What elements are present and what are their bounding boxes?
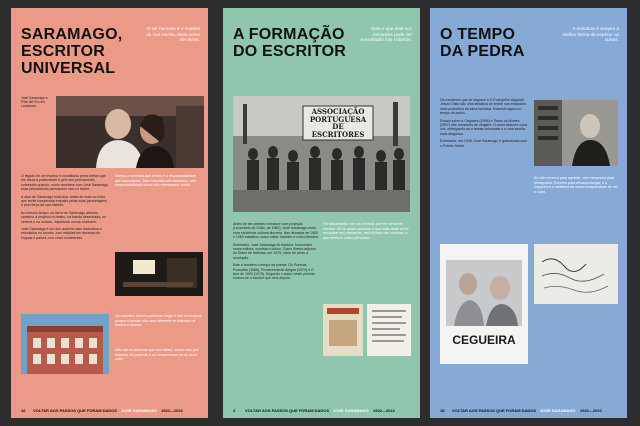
banner-text: DE xyxy=(332,122,344,131)
panel-quote: Não são as palavras que nos faltam, somos nós que faltamos às palavras e ao compromisso de as fazer valer. xyxy=(115,348,199,362)
study-room-photo xyxy=(115,252,203,296)
panel-footer xyxy=(223,404,420,418)
panel-tagline: O ser humano é a matéria da sua escrita, tanto como nos livros. xyxy=(146,26,200,43)
footer-name: JOSÉ SARAMAGO xyxy=(540,408,576,413)
title-line: DA PEDRA xyxy=(440,43,525,60)
film-poster xyxy=(440,244,528,364)
body-paragraph: A obra de Saramago está viva, antes de mais no leitor que sente inesperada empatia pelas suas personagens e pela força da sua história. xyxy=(21,194,108,208)
protest-photo xyxy=(233,96,410,212)
panel-footer xyxy=(11,404,208,418)
film-title: CEGUEIRA xyxy=(452,333,516,347)
title-line: UNIVERSAL xyxy=(21,60,116,77)
footer-name: JOSÉ SARAMAGO xyxy=(121,408,157,413)
body-paragraph: Entretanto, José Saramago foi tradutor, funcionário numa editora, cronista e crítico. Como diretor-adjunto do Diário de Notícias, em 1975, viveu de perto a revolução. xyxy=(233,242,316,260)
footer-years: 1922—2022 xyxy=(161,408,183,413)
title-line: A FORMAÇÃO xyxy=(233,26,345,43)
footer-name: JOSÉ SARAMAGO xyxy=(333,408,369,413)
body-paragraph: O legado de um escritor é constituído pelos textos que ele deixa à posteridade e pelo seu pensamento, sobretudo quando, como acontece com José Saramago, esse pensamento permanece vivo no futuro. xyxy=(21,174,109,192)
panel-quote: Os cidadãos devem participar, exigir e não se resignar, porque o mundo não será diferente se ficarmos de braços cruzados. xyxy=(115,314,203,328)
title-line: SARAMAGO, xyxy=(21,26,123,43)
book-cover xyxy=(367,304,411,356)
banner-text: PORTUGUESA xyxy=(309,115,367,124)
panel-quote: Somos a memória que temos e a responsabilidade que assumimos. Sem memória não existimos, sem responsabilidade talvez não mereçamos existir. xyxy=(115,174,197,188)
book-cover xyxy=(323,304,363,356)
page-number: 3 xyxy=(233,408,236,413)
panel-footer xyxy=(430,404,627,418)
photo-caption: José Saramago e Pilar del Río em Lanzarote xyxy=(21,96,48,108)
panel-saramago-universal xyxy=(11,8,208,418)
title-line: O TEMPO xyxy=(440,26,516,43)
title-line: DO ESCRITOR xyxy=(233,43,347,60)
panel-body-text xyxy=(440,98,530,151)
body-paragraph: Ao mesmo tempo, os livros de Saramago abriram caminho a projetos no teatro, na banda desenhada, no cinema e na música, inspirando novos criadores. xyxy=(21,210,107,224)
panel-quote: Eu não escrevo para agradar, nem tampouco para desagradar. Escrevo para desassossegar, e a cegueira é a metáfora da nossa incapacidade de ver o outro. xyxy=(534,176,618,194)
banner-text: ESCRITORES xyxy=(311,130,365,139)
manuscript-photo xyxy=(534,244,618,304)
panel-body-text xyxy=(21,174,109,243)
page-number: 18 xyxy=(440,408,445,413)
banner-text: ASSOCIAÇÃO xyxy=(311,107,365,116)
footer-label: VOLTAR AOS PASSOS QUE FORAM DADOS xyxy=(245,408,330,413)
panel-title xyxy=(440,26,525,60)
footer-label: VOLTAR AOS PASSOS QUE FORAM DADOS xyxy=(33,408,118,413)
panel-title xyxy=(21,26,122,77)
footer-years: 1922—2022 xyxy=(580,408,602,413)
title-line: ESCRITOR xyxy=(21,43,105,60)
panel-tagline: A estrutura é sempre a melhor forma de explicar as coisas. xyxy=(562,26,619,43)
portrait-photo xyxy=(534,100,618,166)
panel-formacao-escritor xyxy=(223,8,420,418)
footer-label: VOLTAR AOS PASSOS QUE FORAM DADOS xyxy=(452,408,537,413)
panel-quote: Foi trabalhando com as crónicas que eu me tornei escritor. Se se quiser procurar o que mais tarde se irá encontrar nos romances, está lá tudo nas crónicas, o que nenhum crítico percebeu. xyxy=(323,222,409,240)
couple-photo xyxy=(56,96,204,168)
body-paragraph: Este é também o tempo da poesia: Os Poemas Possíveis (1966), Provavelmente Alegria (1970) e O Ano de 1993 (1975). Segundo o autor, neste período formou-se o escritor que viria depois. xyxy=(233,263,315,281)
page-number: 16 xyxy=(21,408,26,413)
house-photo xyxy=(21,314,109,374)
body-paragraph: Ensaio sobre a Cegueira (1995) e Todos os Nomes (1997) são romances de viragem. O autor assume outra voz, entregando-se a temas universais e a uma escrita mais alegórica. xyxy=(440,118,528,136)
body-paragraph: José Saramago é um dos autores mais traduzidos e estudados no mundo, com edições em dezenas de línguas e países, nos cinco continentes. xyxy=(21,227,102,240)
body-paragraph: Entretanto, em 1998, José Saramago é galardoado com o Prémio Nobel. xyxy=(440,139,528,148)
body-paragraph: Antes de ser primeiro romance com projeção (Levantado do Chão, de 1980), José Saramago viveu uma existência cultural discreta. Nas décadas de 1950 e 1960 trabalhou como editor, tradutor e crítico literário. xyxy=(233,222,319,240)
panel-tagline: Tudo o que está nos romances pode ser encontrado nas crónicas. xyxy=(360,26,412,43)
panel-tempo-pedra xyxy=(430,8,627,418)
body-paragraph: Os romances que se seguem a O Evangelho segundo Jesus Cristo são uma tentativa de entrar nos meandros mais profundos da alma humana. Estamos agora no tempo da pedra. xyxy=(440,98,526,116)
footer-years: 1922—2022 xyxy=(373,408,395,413)
panel-title xyxy=(233,26,346,60)
panel-body-text xyxy=(233,222,319,284)
